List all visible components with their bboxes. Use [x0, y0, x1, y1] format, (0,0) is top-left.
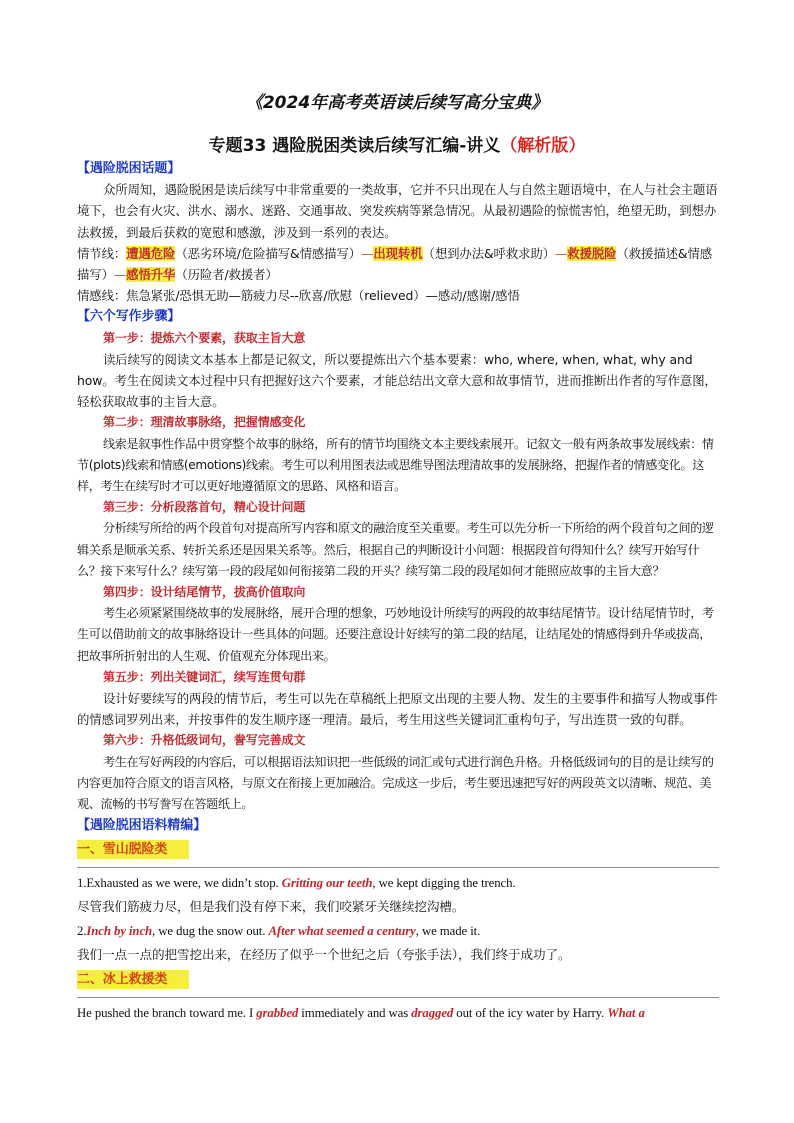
- topic-title-tag: 解析版: [517, 136, 569, 156]
- example-3-en-part: out of the icy water by Harry.: [453, 1005, 608, 1020]
- example-2-cn: 我们一点一点的把雪挖出来，在经历了似乎一个世纪之后（夸张手法），我们终于成功了。: [77, 946, 571, 962]
- book-title: 《2024年高考英语读后续写高分宝典》: [245, 93, 549, 113]
- plot-stage-2: 出现转机: [373, 245, 423, 261]
- example-1-cn: 尽管我们筋疲力尽，但是我们没有停下来，我们咬紧牙关继续挖沟槽。: [77, 898, 465, 914]
- category-ice-rescue: 二、冰上救援类: [77, 970, 189, 989]
- plot-line-label: 情节线：: [77, 245, 127, 261]
- example-2-en-part: , we made it.: [415, 923, 481, 938]
- section-heading-corpus: 【遇险脱困语料精编】: [77, 818, 207, 834]
- section-heading-steps: 【六个写作步骤】: [77, 309, 181, 325]
- example-1-en-part: 1.Exhausted as we were, we didn’t stop.: [77, 875, 282, 890]
- topic-title-paren-close: ）: [568, 136, 586, 156]
- example-2-en: [77, 919, 719, 943]
- example-3-en-part: immediately and was: [298, 1005, 412, 1020]
- category-snow-mountain: 一、雪山脱险类: [77, 840, 189, 859]
- section-heading-topic: 【遇险脱困话题】: [77, 161, 181, 176]
- step-5-text: 设计好要续写的两段的情节后，考生可以先在草稿纸上把原文出现的主要人物、发生的主要事件和描写人物或事件的情感词罗列出来，并按事件的发生顺序逐一理清。最后，考生用这些关键词汇重构句子，写出连贯一致的句群。: [77, 691, 718, 728]
- main-content: [77, 158, 719, 1025]
- step-5-title: 第五步：列出关键词汇，续写连贯句群: [103, 669, 306, 684]
- plot-stage-1: 遭遇危险: [126, 245, 176, 261]
- example-3-en-part: He pushed the branch toward me. I: [77, 1005, 257, 1020]
- example-1-en: [77, 871, 719, 895]
- step-4-title: 第四步：设计结尾情节，拔高价值取向: [103, 585, 306, 600]
- plot-dash-1: —: [361, 245, 374, 261]
- plot-stage-2-desc: （想到办法&呼救求助）: [422, 245, 555, 261]
- example-1-en-part: , we kept digging the trench.: [372, 875, 516, 890]
- step-1-text: 读后续写的阅读文本基本上都是记叙文，所以要提炼出六个基本要素：who, where, when, what, why and how。考生在阅读文本过程中只有把握好这六个要素，才能总结出文章大意和故事情节，进而推断出作者的写作意图，轻松获取故事的主旨大意。: [77, 351, 717, 410]
- topic-intro-paragraph: 众所周知，遇险脱困是读后续写中非常重要的一类故事，它并不只出现在人与自然主题语境中，在人与社会主题语境下，也会有火灾、洪水、溺水、迷路、交通事故、突发疾病等紧急情况。从最初遇险的惊慌害怕，绝望无助，到想办法救援，到最后获救的宽慰和感激，涉及到一系列的表达。: [77, 182, 718, 240]
- plot-stage-4-desc: （历险者/救援者）: [175, 267, 278, 283]
- plot-stage-3: 救援脱险: [567, 245, 617, 261]
- step-3-text: 分析续写所给的两个段首句对提高所写内容和原文的融洽度至关重要。考生可以先分析一下所给的两个段首句之间的逻辑关系是顺承关系、转折关系还是因果关系等。然后，根据自己的判断设计小问题：根据段首句得知什么？续写开始写什么？接下来写什么？续写第一段的段尾如何衔接第二段的开头？续写第二段的段尾如何才能照应故事的主旨大意？: [77, 521, 714, 578]
- step-6-title: 第六步：升格低级词句，誊写完善成文: [103, 733, 306, 748]
- topic-title: [0, 131, 794, 156]
- plot-stage-1-desc: （恶劣环境/危险描写&情感描写）: [175, 245, 362, 261]
- example-2-key-phrase: After what seemed a century: [268, 923, 416, 938]
- plot-dash-3: —: [113, 267, 127, 283]
- step-3-title: 第三步：分析段落首句，精心设计问题: [103, 500, 306, 515]
- divider: [77, 867, 719, 868]
- example-2-en-part: , we dug the snow out.: [152, 923, 269, 938]
- topic-title-main: 专题33 遇险脱困类读后续写汇编-讲义: [208, 136, 501, 156]
- step-1-title: 第一步：提炼六个要素，获取主旨大意: [103, 330, 306, 345]
- emotion-line: 情感线：焦急紧张/恐惧无助—筋疲力尽--欣喜/欣慰（relieved）—感动/感谢/感悟: [77, 288, 520, 304]
- example-3-key-word: dragged: [411, 1005, 454, 1020]
- example-3-key-word: What a: [607, 1005, 645, 1020]
- example-3-key-word: grabbed: [256, 1005, 299, 1020]
- step-4-text: 考生必须紧紧围绕故事的发展脉络，展开合理的想象，巧妙地设计所续写的两段的故事结尾情节。设计结尾情节时，考生可以借助前文的故事脉络设计一些具体的问题。还要注意设计好续写的第二段的结尾，让结尾处的情感得到升华或拔高，把故事所折射出的人生观、价值观充分体现出来。: [77, 606, 714, 663]
- step-6-text: 考生在写好两段的内容后，可以根据语法知识把一些低级的词汇或句式进行润色升格。升格低级词句的目的是让续写的内容更加符合原文的语言风格，与原文在衔接上更加融洽。完成这一步后，考生要迅速把写好的两段英文以清晰、规范、美观、流畅的书写誊写在答题纸上。: [77, 754, 714, 812]
- plot-dash-2: —: [555, 245, 568, 261]
- example-2-key-phrase: Inch by inch: [86, 923, 153, 938]
- step-2-title: 第二步：理清故事脉络，把握情感变化: [103, 415, 306, 430]
- example-3-en: [77, 1001, 719, 1025]
- example-1-key-phrase: Gritting our teeth: [281, 875, 373, 890]
- example-2-en-part: 2.: [77, 923, 87, 938]
- plot-stage-4: 感悟升华: [126, 267, 176, 283]
- topic-title-paren-open: （: [500, 136, 518, 156]
- step-2-text: 线索是叙事性作品中贯穿整个故事的脉络，所有的情节均围绕文本主要线索展开。记叙文一般有两条故事发展线索：情节(plots)线索和情感(emotions)线索。考生可以利用图表法或思维导图法理清故事的发展脉络，把握作者的情感变化。这样，考生在续写时才可以更好地遵循原文的思路、风格和语言。: [77, 436, 714, 494]
- plot-stage-3-desc: （救援描述&情感描写）: [77, 245, 713, 283]
- divider: [77, 997, 719, 998]
- plot-line: [77, 243, 719, 285]
